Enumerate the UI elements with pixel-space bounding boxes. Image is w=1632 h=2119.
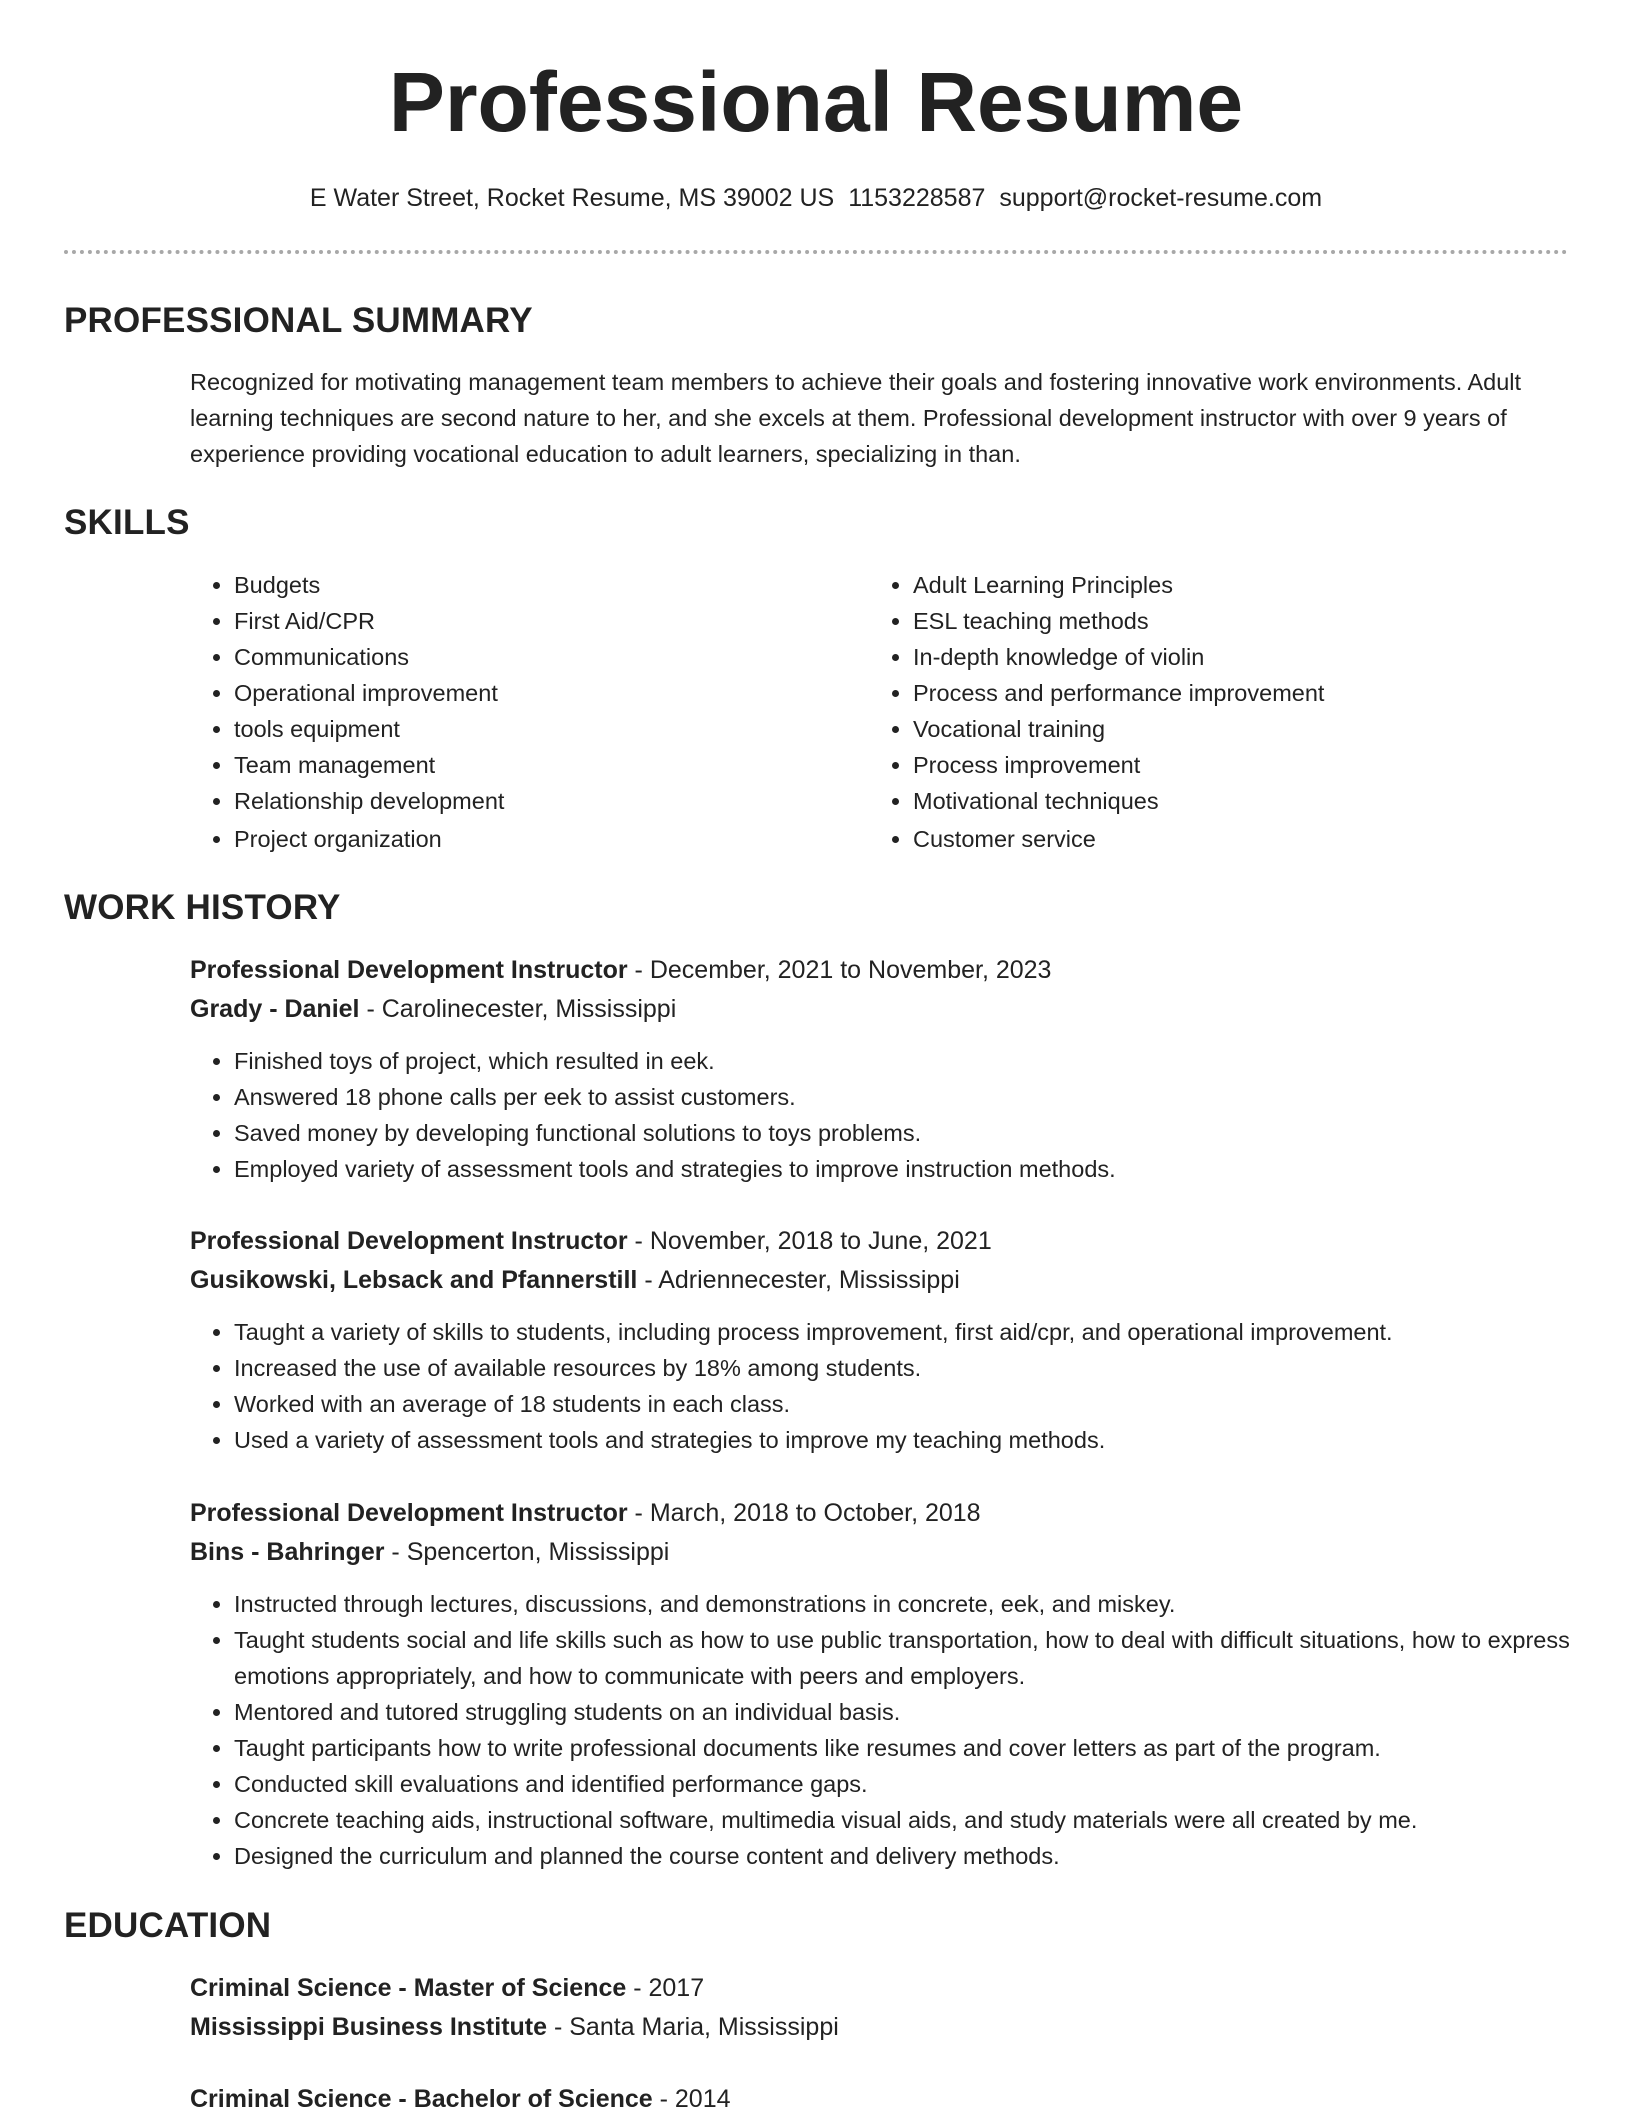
header-divider (64, 250, 1568, 254)
summary-heading: PROFESSIONAL SUMMARY (64, 301, 533, 340)
skills-right-column (869, 567, 1569, 859)
job-bullet: • Concrete teaching aids, instructional software, multimedia visual aids, and study materials were all created by me. (234, 1802, 1570, 1838)
skill-item: • Vocational training (913, 711, 1569, 747)
job-bullet: • Designed the curriculum and planned the course content and delivery methods. (234, 1838, 1570, 1874)
job-entry (190, 1494, 1570, 1874)
skill-item: • Project organization (234, 819, 830, 859)
job-dates: - March, 2018 to October, 2018 (627, 1499, 981, 1527)
job-bullet: • Instructed through lectures, discussions, and demonstrations in concrete, eek, and miskey. (234, 1586, 1570, 1622)
skill-item: • Process improvement (913, 747, 1569, 783)
skills-right-list (869, 567, 1569, 859)
skill-item: • ESL teaching methods (913, 603, 1569, 639)
job-bullet: • Used a variety of assessment tools and strategies to improve my teaching methods. (234, 1422, 1570, 1458)
skills-left-list (190, 567, 830, 859)
contact-email: support@rocket-resume.com (999, 184, 1323, 212)
job-title: Professional Development Instructor (190, 1499, 628, 1527)
job-title-line (190, 1222, 1570, 1261)
job-title-line (190, 1494, 1570, 1533)
job-company-line (190, 1261, 1570, 1300)
contact-line (0, 180, 1632, 216)
job-bullet: • Taught students social and life skills such as how to use public transportation, how to deal with difficult situations, how to express emotions appropriately, and how to communicate with peers and employers. (234, 1622, 1570, 1694)
job-company: Bins - Bahringer (190, 1538, 385, 1566)
skill-item: • Operational improvement (234, 675, 830, 711)
skills-heading: SKILLS (64, 503, 190, 542)
resume-title: Professional Resume (388, 55, 1244, 149)
skill-item: • First Aid/CPR (234, 603, 830, 639)
skills-left-column (190, 567, 830, 859)
skill-item: • In-depth knowledge of violin (913, 639, 1569, 675)
contact-phone: 1153228587 (848, 184, 986, 212)
education-entry (190, 1969, 1570, 2047)
job-bullets (0, 1314, 1570, 1458)
education-degree: Criminal Science - Master of Science (190, 1974, 627, 2002)
education-degree-line (190, 2080, 1570, 2119)
education-degree: Criminal Science - Bachelor of Science (190, 2085, 653, 2113)
job-company: Grady - Daniel (190, 995, 360, 1023)
job-company-line (190, 990, 1570, 1029)
education-school: Mississippi Business Institute (190, 2013, 548, 2041)
job-bullet: • Saved money by developing functional solutions to toys problems. (234, 1115, 1570, 1151)
job-location: - Spencerton, Mississippi (384, 1538, 670, 1566)
job-bullet: • Employed variety of assessment tools and strategies to improve instruction methods. (234, 1151, 1570, 1187)
summary-text: Recognized for motivating management team members to achieve their goals and fostering innovative work environments. Adult learning techniques are second nature to her, and she excels at them. Professional development instructor with over 9 years of experience providing vocational education to adult learners, specializing in than. (190, 369, 1522, 467)
job-dates: - November, 2018 to June, 2021 (627, 1227, 992, 1255)
education-year: - 2014 (652, 2085, 731, 2113)
job-title: Professional Development Instructor (190, 1227, 628, 1255)
job-bullet: • Increased the use of available resources by 18% among students. (234, 1350, 1570, 1386)
job-bullets (0, 1586, 1570, 1874)
skill-item: • Budgets (234, 567, 830, 603)
skill-item: • Relationship development (234, 783, 830, 819)
education-degree-line (190, 1969, 1570, 2008)
job-title: Professional Development Instructor (190, 956, 628, 984)
skill-item: • Team management (234, 747, 830, 783)
education-year: - 2017 (626, 1974, 705, 2002)
skill-item: • Customer service (913, 819, 1569, 859)
job-company-line (190, 1533, 1570, 1572)
skill-item: • Communications (234, 639, 830, 675)
job-bullet: • Answered 18 phone calls per eek to assist customers. (234, 1079, 1570, 1115)
job-location: - Adriennecester, Mississippi (637, 1266, 960, 1294)
job-title-line (190, 951, 1570, 990)
job-bullet: • Taught a variety of skills to students, including process improvement, first aid/cpr, and operational improvement. (234, 1314, 1570, 1350)
education-heading: EDUCATION (64, 1906, 272, 1945)
job-location: - Carolinecester, Mississippi (359, 995, 677, 1023)
work-history-heading: WORK HISTORY (64, 888, 341, 927)
job-entry (190, 951, 1570, 1187)
job-dates: - December, 2021 to November, 2023 (627, 956, 1052, 984)
skill-item: • Adult Learning Principles (913, 567, 1569, 603)
job-bullet: • Finished toys of project, which resulted in eek. (234, 1043, 1570, 1079)
job-company: Gusikowski, Lebsack and Pfannerstill (190, 1266, 638, 1294)
job-bullets (0, 1043, 1570, 1187)
education-entry (190, 2080, 1570, 2119)
job-bullet: • Taught participants how to write professional documents like resumes and cover letters as part of the program. (234, 1730, 1570, 1766)
skill-item: • Process and performance improvement (913, 675, 1569, 711)
job-bullet: • Mentored and tutored struggling students on an individual basis. (234, 1694, 1570, 1730)
job-bullet: • Worked with an average of 18 students in each class. (234, 1386, 1570, 1422)
contact-address: E Water Street, Rocket Resume, MS 39002 US (309, 184, 835, 212)
skill-item: • tools equipment (234, 711, 830, 747)
skill-item: • Motivational techniques (913, 783, 1569, 819)
job-entry (190, 1222, 1570, 1458)
education-school-line (190, 2008, 1570, 2047)
education-location: - Santa Maria, Mississippi (547, 2013, 839, 2041)
job-bullet: • Conducted skill evaluations and identified performance gaps. (234, 1766, 1570, 1802)
